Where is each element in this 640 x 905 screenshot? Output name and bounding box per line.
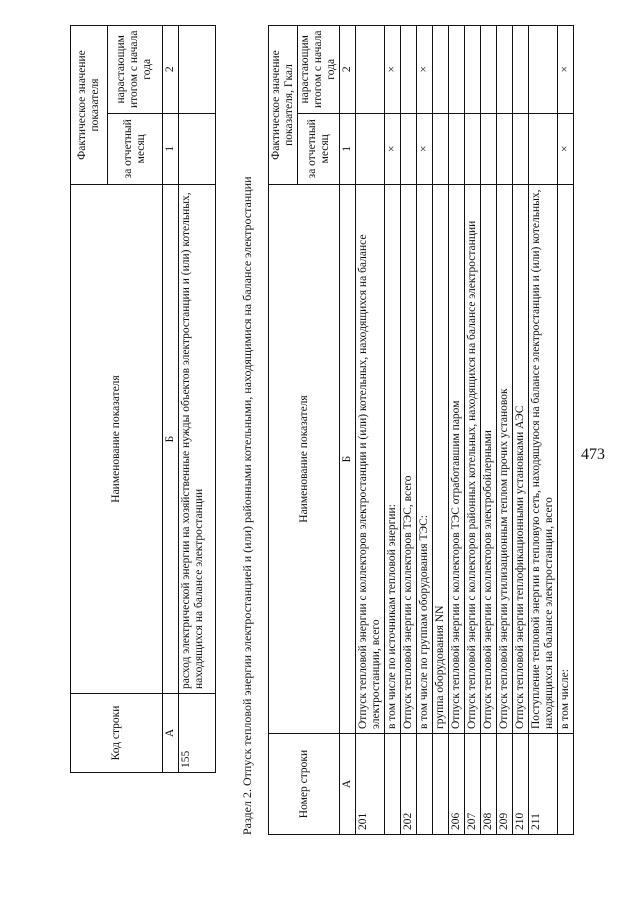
row-month (481, 113, 497, 184)
table-row (449, 26, 465, 835)
row-code: 155 (178, 694, 215, 773)
row-name: в том числе: (558, 185, 574, 734)
row-name: в том числе по источникам тепловой энергии: (385, 185, 401, 734)
row-ytd (401, 26, 417, 114)
index-2: 2 (162, 26, 178, 114)
row-ytd (529, 26, 558, 114)
row-code: 202 (401, 734, 417, 835)
row-name: расход электрической энергии на хозяйственные нужды объектов электростанции и (или) котельных, находящихся на балансе электростанции (178, 185, 215, 694)
header-fact: Фактическое значение показателя, Гкал (269, 26, 298, 185)
index-b: Б (340, 185, 356, 734)
row-code: 208 (481, 734, 497, 835)
row-ytd: × (417, 26, 433, 114)
table-row (465, 26, 481, 835)
section-title: Раздел 2. Отпуск тепловой энергии электростанцией и (или) районными котельными, находящимися на балансе электростанции (240, 176, 254, 835)
table-row (356, 26, 385, 835)
index-2: 2 (340, 26, 356, 114)
header-name: Наименование показателя (269, 185, 340, 734)
table-row (433, 26, 449, 835)
table-row (417, 26, 433, 835)
row-code: 207 (465, 734, 481, 835)
table-row (497, 26, 513, 835)
table-heat-output (268, 25, 574, 835)
table-row (385, 26, 401, 835)
index-a: А (340, 734, 356, 835)
table-row (178, 26, 215, 773)
row-month (356, 113, 385, 184)
row-month: × (558, 113, 574, 184)
row-name: группа оборудования NN (433, 185, 449, 734)
row-name: Отпуск тепловой энергии с коллекторов ТЭС, всего (401, 185, 417, 734)
row-code (433, 734, 449, 835)
row-code (385, 734, 401, 835)
row-month (401, 113, 417, 184)
row-ytd (513, 26, 529, 114)
row-name: в том числе по группам оборудования ТЭС: (417, 185, 433, 734)
row-code (558, 734, 574, 835)
row-name: Поступление тепловой энергии в тепловую сеть, находящуюся на балансе электростанции и (или) котельных, находящихся на балансе электростанции, всего (529, 185, 558, 734)
index-1: 1 (340, 113, 356, 184)
row-ytd (497, 26, 513, 114)
row-month (529, 113, 558, 184)
table-row (401, 26, 417, 835)
row-name: Отпуск тепловой энергии с коллекторов районных котельных, находящихся на балансе электростанции (465, 185, 481, 734)
row-month: × (385, 113, 401, 184)
page-number: 473 (581, 446, 605, 463)
row-month (178, 113, 215, 184)
row-ytd: × (385, 26, 401, 114)
row-month (465, 113, 481, 184)
table-body (356, 26, 574, 835)
row-code: 211 (529, 734, 558, 835)
row-ytd (465, 26, 481, 114)
row-ytd (178, 26, 215, 114)
row-code: 206 (449, 734, 465, 835)
header-month: за отчетный месяц (108, 113, 162, 184)
table-row (481, 26, 497, 835)
row-code: 210 (513, 734, 529, 835)
row-name: Отпуск тепловой энергии с коллекторов электростанции и (или) котельных, находящихся на балансе электростанции, всего (356, 185, 385, 734)
header-month: за отчетный месяц (298, 113, 340, 184)
row-ytd (356, 26, 385, 114)
row-ytd (481, 26, 497, 114)
header-fact: Фактическое значение показателя (71, 26, 108, 185)
header-ytd: нарастающим итогом с начала года (108, 26, 162, 114)
row-name: Отпуск тепловой энергии теплофикационными установками АЭС (513, 185, 529, 734)
row-month (433, 113, 449, 184)
header-code: Код строки (71, 694, 163, 773)
header-code: Номер строки (269, 734, 340, 835)
row-ytd: × (558, 26, 574, 114)
index-b: Б (162, 185, 178, 694)
table-balance-expense (70, 25, 216, 773)
row-code (417, 734, 433, 835)
table-row (529, 26, 558, 835)
row-ytd (449, 26, 465, 114)
row-name: Отпуск тепловой энергии утилизационным теплом прочих установок (497, 185, 513, 734)
table-row (513, 26, 529, 835)
header-ytd: нарастающим итогом с начала года (298, 26, 340, 114)
row-ytd (433, 26, 449, 114)
row-month (513, 113, 529, 184)
header-name: Наименование показателя (71, 185, 163, 694)
row-name: Отпуск тепловой энергии с коллекторов электробойлерными (481, 185, 497, 734)
row-month (497, 113, 513, 184)
row-name: Отпуск тепловой энергии с коллекторов ТЭС отработавшим паром (449, 185, 465, 734)
table-row (558, 26, 574, 835)
index-1: 1 (162, 113, 178, 184)
row-code: 209 (497, 734, 513, 835)
row-month (449, 113, 465, 184)
row-code: 201 (356, 734, 385, 835)
index-a: А (162, 694, 178, 773)
row-month: × (417, 113, 433, 184)
